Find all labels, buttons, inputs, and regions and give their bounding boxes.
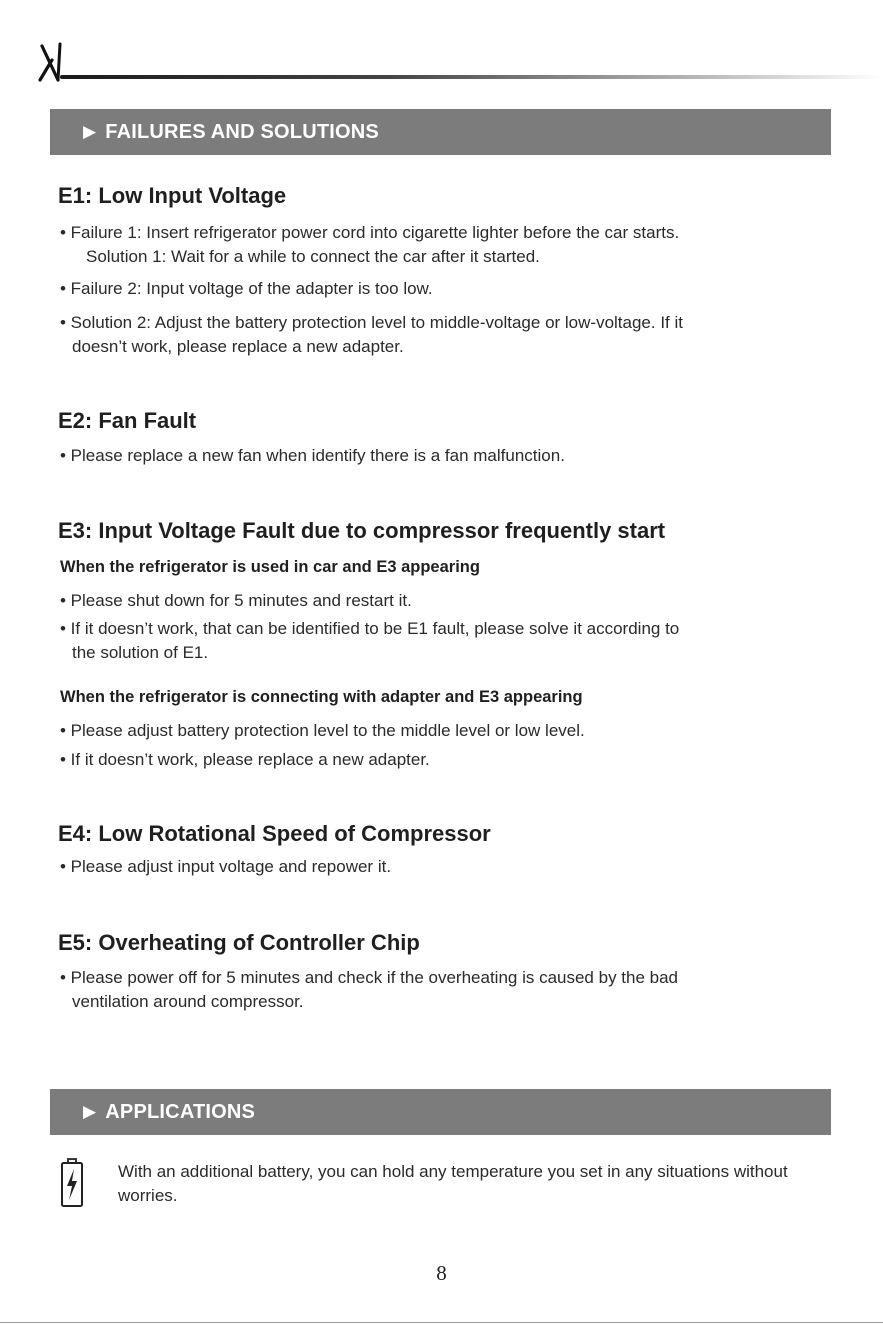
section-banner-applications <box>50 1089 831 1135</box>
battery-charge-icon <box>60 1158 84 1208</box>
banner-title: FAILURES AND SOLUTIONS <box>105 120 379 143</box>
e3-subtitle-car: When the refrigerator is used in car and E3 appearing <box>60 558 480 576</box>
e3-line4: • If it doesn’t work, please replace a new adapter. <box>60 750 430 769</box>
e3-title: E3: Input Voltage Fault due to compressor frequently start <box>58 518 666 543</box>
banner-title: APPLICATIONS <box>105 1100 256 1123</box>
e5-title: E5: Overheating of Controller Chip <box>58 930 420 955</box>
e5-line1 <box>60 966 850 1014</box>
section-banner-failures <box>50 109 831 155</box>
e5-line1-text: • Please power off for 5 minutes and check if the overheating is caused by the bad <box>60 968 679 987</box>
e5-line1-cont: ventilation around compressor. <box>72 992 304 1011</box>
e3-line1: • Please shut down for 5 minutes and restart it. <box>60 591 412 610</box>
e1-failure2: • Failure 2: Input voltage of the adapter is too low. <box>60 279 433 298</box>
e3-line2 <box>60 617 850 665</box>
footer-divider <box>0 1322 883 1323</box>
e3-subtitle-adapter: When the refrigerator is connecting with adapter and E3 appearing <box>60 688 583 706</box>
triangle-right-icon: ▶ <box>83 122 97 141</box>
e1-failure1-text: • Failure 1: Insert refrigerator power cord into cigarette lighter before the car starts. <box>60 223 680 242</box>
page-number: 8 <box>436 1261 447 1285</box>
e1-solution2-cont: doesn’t work, please replace a new adapter. <box>72 337 404 356</box>
e3-line2-text: • If it doesn’t work, that can be identified to be E1 fault, please solve it according to <box>60 619 680 638</box>
e1-solution2-text: • Solution 2: Adjust the battery protection level to middle-voltage or low-voltage. If it <box>60 313 684 332</box>
e3-line2-cont: the solution of E1. <box>72 643 209 662</box>
e1-solution1-text: Solution 1: Wait for a while to connect the car after it started. <box>86 247 540 266</box>
applications-text: With an additional battery, you can hold any temperature you set in any situations without worries. <box>118 1162 788 1205</box>
e1-failure1 <box>60 221 850 269</box>
e1-title: E1: Low Input Voltage <box>58 183 287 208</box>
e3-line3: • Please adjust battery protection level to the middle level or low level. <box>60 721 585 740</box>
e1-solution2 <box>60 311 850 359</box>
e4-title: E4: Low Rotational Speed of Compressor <box>58 821 491 846</box>
header-divider <box>60 75 883 79</box>
triangle-right-icon: ▶ <box>83 1102 97 1121</box>
e4-line1: • Please adjust input voltage and repower it. <box>60 857 392 876</box>
e2-line1: • Please replace a new fan when identify there is a fan malfunction. <box>60 446 565 465</box>
e2-title: E2: Fan Fault <box>58 408 197 433</box>
